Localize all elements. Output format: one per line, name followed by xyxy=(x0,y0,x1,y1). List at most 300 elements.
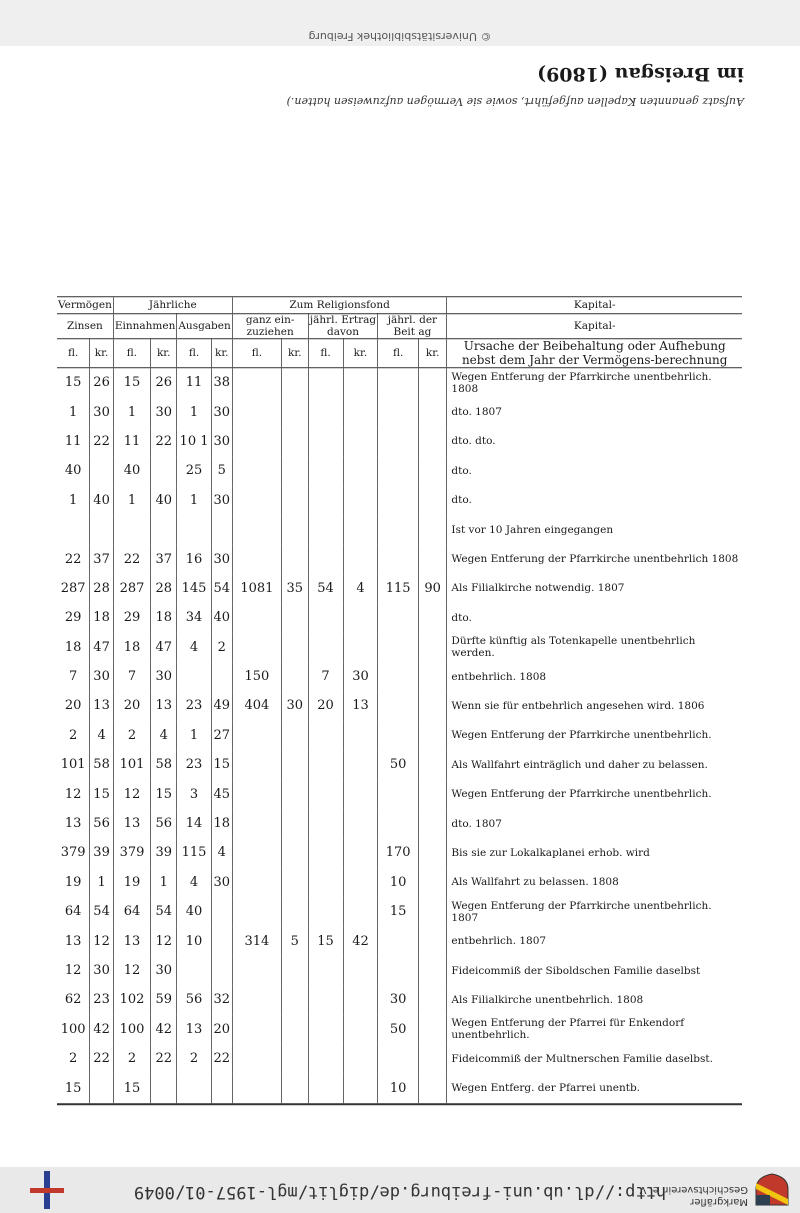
table-cell: 30 xyxy=(90,662,114,691)
table-cell: 90 xyxy=(418,574,446,603)
table-cell: 40 xyxy=(177,897,211,926)
table-cell xyxy=(343,633,378,662)
table-cell: 12 xyxy=(90,927,114,956)
table-cell: 29 xyxy=(113,603,150,632)
cause-cell: Wegen Entferung der Pfarrkirche unentbehrlich. xyxy=(447,780,742,809)
table-cell: 20 xyxy=(113,692,150,721)
table-cell xyxy=(343,1044,378,1073)
table-cell: 38 xyxy=(211,368,232,398)
cause-cell: Bis sie zur Lokalkaplanei erhob. wird xyxy=(447,838,742,867)
table-cell: 26 xyxy=(151,368,177,398)
table-cell: 12 xyxy=(151,927,177,956)
table-cell xyxy=(418,780,446,809)
table-cell xyxy=(281,897,308,926)
table-cell xyxy=(378,927,419,956)
table-cell xyxy=(177,1074,211,1104)
cause-cell: dto. xyxy=(447,456,742,485)
table-row xyxy=(57,897,742,926)
table-row xyxy=(57,780,742,809)
table-cell: 56 xyxy=(177,985,211,1014)
table-row xyxy=(57,838,742,867)
table-cell: 47 xyxy=(90,633,114,662)
table-cell xyxy=(343,838,378,867)
table-cell xyxy=(308,721,343,750)
table-cell xyxy=(281,427,308,456)
cause-cell: Wegen Entferung der Pfarrkirche unentbehrlich. 1808 xyxy=(447,368,742,398)
table-cell: 1 xyxy=(113,486,150,515)
table-cell xyxy=(90,456,114,485)
table-cell xyxy=(281,956,308,985)
cause-cell: dto. 1807 xyxy=(447,398,742,427)
table-cell: 20 xyxy=(211,1015,232,1044)
table-cell: 2 xyxy=(113,1044,150,1073)
table-cell: 54 xyxy=(211,574,232,603)
table-cell: 20 xyxy=(64,698,82,714)
table-row xyxy=(57,956,742,985)
table-cell xyxy=(343,985,378,1014)
table-cell xyxy=(151,1074,177,1104)
table-cell: 404 xyxy=(232,692,281,721)
table-cell: 18 xyxy=(64,639,82,655)
table-cell: 1 xyxy=(177,721,211,750)
table-cell xyxy=(378,809,419,838)
table-cell: 22 xyxy=(64,551,82,567)
table-cell: 13 xyxy=(151,692,177,721)
table-cell: 29 xyxy=(64,610,82,626)
table-row xyxy=(57,809,742,838)
table-cell: 34 xyxy=(177,603,211,632)
table-cell: 12 xyxy=(64,963,82,979)
table-cell xyxy=(232,985,281,1014)
table-cell: 58 xyxy=(90,750,114,779)
cause-cell: Wegen Entferung der Pfarrkirche unentbehrlich. xyxy=(447,721,742,750)
table-cell xyxy=(211,897,232,926)
table-cell xyxy=(281,838,308,867)
table-row xyxy=(57,1044,742,1073)
table-cell xyxy=(281,515,308,544)
table-cell xyxy=(281,603,308,632)
table-cell: 30 xyxy=(151,398,177,427)
table-cell: 20 xyxy=(308,692,343,721)
table-row xyxy=(57,368,742,398)
table-cell: 102 xyxy=(113,985,150,1014)
permalink-url[interactable]: http://dl.ub.uni-freiburg.de/diglit/mgl-1957-01/0049 xyxy=(133,1182,667,1202)
table-cell xyxy=(281,368,308,398)
table-cell: 15 xyxy=(90,780,114,809)
table-cell xyxy=(211,927,232,956)
table-cell: 13 xyxy=(177,1015,211,1044)
table-cell xyxy=(232,427,281,456)
header-cell: Zinsen xyxy=(57,314,113,339)
table-cell: 12 xyxy=(64,786,82,802)
table-cell xyxy=(378,545,419,574)
table-cell: 32 xyxy=(211,985,232,1014)
table-cell xyxy=(418,398,446,427)
table-cell xyxy=(418,721,446,750)
table-cell: 12 xyxy=(113,780,150,809)
table-cell xyxy=(281,868,308,897)
table-cell xyxy=(343,868,378,897)
table-cell: 22 xyxy=(211,1044,232,1073)
table-cell: 26 xyxy=(90,368,114,398)
cause-cell: dto. dto. xyxy=(447,427,742,456)
table-cell: 4 xyxy=(90,721,114,750)
table-cell xyxy=(308,545,343,574)
table-cell: 28 xyxy=(90,574,114,603)
table-cell: 47 xyxy=(151,633,177,662)
table-header-row xyxy=(57,314,742,339)
header-cell: fl. xyxy=(378,339,419,368)
table-row xyxy=(57,515,742,544)
table-cell xyxy=(232,368,281,398)
table-cell xyxy=(211,515,232,544)
table-cell: 5 xyxy=(281,927,308,956)
table-cell: 40 xyxy=(113,456,150,485)
table-cell xyxy=(343,897,378,926)
table-header-row xyxy=(57,339,742,368)
header-cell: fl. xyxy=(113,339,150,368)
table-cell xyxy=(281,809,308,838)
cause-cell: dto. xyxy=(447,603,742,632)
table-cell: 22 xyxy=(151,1044,177,1073)
table-cell: 7 xyxy=(308,662,343,691)
table-cell xyxy=(211,956,232,985)
table-row xyxy=(57,545,742,574)
table-cell: 30 xyxy=(211,545,232,574)
table-cell xyxy=(232,1074,281,1104)
table-cell xyxy=(308,985,343,1014)
header-cell: fl. xyxy=(177,339,211,368)
table-cell xyxy=(281,985,308,1014)
table-cell xyxy=(378,398,419,427)
header-cell: Ursache der Beibehaltung oder Aufhebung nebst dem Jahr der Vermögens-berechnung xyxy=(447,339,742,368)
table-cell: 4 xyxy=(177,868,211,897)
table-cell: 379 xyxy=(113,838,150,867)
table-cell xyxy=(378,692,419,721)
header-cell: fl. xyxy=(232,339,281,368)
table-cell: 2 xyxy=(69,1051,78,1067)
table-cell xyxy=(418,868,446,897)
table-cell xyxy=(343,545,378,574)
table-cell: 15 xyxy=(308,927,343,956)
table-cell xyxy=(343,427,378,456)
table-cell: 10 xyxy=(378,868,419,897)
table-cell xyxy=(418,662,446,691)
table-cell: 18 xyxy=(211,809,232,838)
table-cell: 15 xyxy=(57,1074,90,1104)
table-cell xyxy=(418,897,446,926)
table-cell xyxy=(308,1044,343,1073)
table-cell xyxy=(378,456,419,485)
table-cell xyxy=(232,603,281,632)
table-cell xyxy=(232,1015,281,1044)
header-cell: Einnahmen xyxy=(113,314,177,339)
table-cell xyxy=(308,368,343,398)
table-cell xyxy=(418,427,446,456)
viewer-footer-bar xyxy=(0,0,800,46)
table-cell xyxy=(281,1015,308,1044)
table-cell xyxy=(151,456,177,485)
table-cell: 54 xyxy=(151,897,177,926)
table-cell xyxy=(378,486,419,515)
header-cell: Ausgaben xyxy=(177,314,232,339)
table-cell: 19 xyxy=(113,868,150,897)
table-cell: 5 xyxy=(211,456,232,485)
table-header-row xyxy=(57,297,742,314)
table-cell xyxy=(232,545,281,574)
cause-cell: Wegen Entferung der Pfarrkirche unentbehrlich. 1807 xyxy=(447,897,742,926)
table-cell xyxy=(343,750,378,779)
table-cell: 15 xyxy=(378,897,419,926)
table-cell xyxy=(232,838,281,867)
table-cell: 101 xyxy=(113,750,150,779)
table-cell xyxy=(57,515,90,544)
table-cell xyxy=(308,809,343,838)
table-cell: 56 xyxy=(151,809,177,838)
table-cell: 145 xyxy=(177,574,211,603)
table-cell: 287 xyxy=(113,574,150,603)
cause-cell: Als Wallfahrt zu belassen. 1808 xyxy=(447,868,742,897)
table-cell xyxy=(281,486,308,515)
table-cell xyxy=(378,603,419,632)
table-cell xyxy=(232,456,281,485)
table-cell: 49 xyxy=(211,692,232,721)
table-cell: 1 xyxy=(151,868,177,897)
table-cell xyxy=(418,486,446,515)
table-cell: 30 xyxy=(211,486,232,515)
cause-cell: Wegen Entferung der Pfarrei für Enkendorf unentbehrlich. xyxy=(447,1015,742,1044)
table-cell: 16 xyxy=(177,545,211,574)
table-cell: 11 xyxy=(113,427,150,456)
table-cell xyxy=(378,956,419,985)
table-cell xyxy=(343,515,378,544)
table-cell: 56 xyxy=(90,809,114,838)
table-cell: 10 xyxy=(177,927,211,956)
table-cell: 13 xyxy=(90,692,114,721)
table-cell: 45 xyxy=(211,780,232,809)
table-cell xyxy=(418,1044,446,1073)
table-cell: 4 xyxy=(343,574,378,603)
table-cell xyxy=(308,780,343,809)
table-cell: 11 xyxy=(177,368,211,398)
chapel-assets-table xyxy=(57,296,742,1105)
table-cell: 25 xyxy=(177,456,211,485)
table-cell: 15 xyxy=(64,375,82,391)
table-cell xyxy=(343,368,378,398)
table-cell: 54 xyxy=(90,897,114,926)
table-row xyxy=(57,721,742,750)
table-cell: 3 xyxy=(177,780,211,809)
table-cell xyxy=(343,603,378,632)
table-cell: 150 xyxy=(232,662,281,691)
table-cell xyxy=(343,956,378,985)
table-cell: 50 xyxy=(378,750,419,779)
table-cell: 39 xyxy=(151,838,177,867)
cause-cell: Dürfte künftig als Totenkapelle unentbehrlich werden. xyxy=(447,633,742,662)
table-cell xyxy=(343,456,378,485)
table-row xyxy=(57,750,742,779)
table-cell xyxy=(418,456,446,485)
table-cell xyxy=(308,456,343,485)
table-cell xyxy=(151,515,177,544)
table-cell: 40 xyxy=(151,486,177,515)
table-cell: 2 xyxy=(177,1044,211,1073)
table-cell xyxy=(232,897,281,926)
table-cell: 15 xyxy=(113,1074,150,1104)
table-cell: 23 xyxy=(177,692,211,721)
header-cell: Kapital- xyxy=(447,297,742,314)
table-cell: 30 xyxy=(281,692,308,721)
table-cell: 37 xyxy=(151,545,177,574)
table-cell xyxy=(232,750,281,779)
table-cell xyxy=(308,398,343,427)
table-cell: 2 xyxy=(113,721,150,750)
table-cell xyxy=(281,662,308,691)
table-cell xyxy=(281,456,308,485)
table-cell xyxy=(343,780,378,809)
table-row xyxy=(57,1015,742,1044)
table-cell xyxy=(418,545,446,574)
table-cell xyxy=(177,956,211,985)
table-cell: 30 xyxy=(151,956,177,985)
table-cell: 1 xyxy=(177,398,211,427)
table-cell xyxy=(281,545,308,574)
table-cell: 7 xyxy=(113,662,150,691)
table-cell: 13 xyxy=(64,816,82,832)
table-cell xyxy=(378,1044,419,1073)
table-cell xyxy=(418,927,446,956)
table-cell: 23 xyxy=(90,985,114,1014)
table-cell xyxy=(232,868,281,897)
table-cell xyxy=(232,780,281,809)
table-cell xyxy=(343,486,378,515)
table-cell: 314 xyxy=(232,927,281,956)
table-cell: 64 xyxy=(64,904,82,920)
cause-cell: Wenn sie für entbehrlich angesehen wird. 1806 xyxy=(447,692,742,721)
cause-cell: Als Filialkirche notwendig. 1807 xyxy=(447,574,742,603)
header-cell: kr. xyxy=(343,339,378,368)
table-cell: 42 xyxy=(90,1015,114,1044)
table-cell xyxy=(211,1074,232,1104)
table-cell xyxy=(343,1015,378,1044)
table-cell: 115 xyxy=(378,574,419,603)
table-cell: 170 xyxy=(378,838,419,867)
table-cell: 54 xyxy=(308,574,343,603)
table-row xyxy=(57,692,742,721)
table-cell xyxy=(308,750,343,779)
table-cell xyxy=(281,633,308,662)
table-row xyxy=(57,927,742,956)
table-cell: 4 xyxy=(151,721,177,750)
table-cell: 40 xyxy=(211,603,232,632)
table-cell: 10 xyxy=(378,1074,419,1104)
table-cell: 10 1 xyxy=(177,427,211,456)
table-cell xyxy=(308,868,343,897)
table-cell: 18 xyxy=(151,603,177,632)
table-cell: 11 xyxy=(64,434,82,450)
table-cell xyxy=(232,515,281,544)
table-cell xyxy=(232,809,281,838)
table-cell: 42 xyxy=(151,1015,177,1044)
table-cell: 22 xyxy=(113,545,150,574)
table-cell: 13 xyxy=(113,927,150,956)
cause-cell: Fideicommiß der Multnerschen Familie daselbst. xyxy=(447,1044,742,1073)
table-cell xyxy=(232,721,281,750)
header-cell: Zum Religionsfond xyxy=(232,297,447,314)
table-cell: 1081 xyxy=(232,574,281,603)
cause-cell: Wegen Entferg. der Pfarrei unentb. xyxy=(447,1074,742,1104)
table-cell xyxy=(343,721,378,750)
cause-cell: Als Filialkirche unentbehrlich. 1808 xyxy=(447,985,742,1014)
table-cell: 58 xyxy=(151,750,177,779)
table-cell xyxy=(418,603,446,632)
table-cell: 14 xyxy=(177,809,211,838)
table-cell: 13 xyxy=(343,692,378,721)
table-cell: 23 xyxy=(177,750,211,779)
table-cell: 30 xyxy=(211,427,232,456)
table-cell: 30 xyxy=(90,398,114,427)
table-cell: 2 xyxy=(69,728,78,744)
table-cell xyxy=(418,515,446,544)
table-cell: 100 xyxy=(113,1015,150,1044)
table-cell: 27 xyxy=(211,721,232,750)
table-cell: 19 xyxy=(64,875,82,891)
table-cell: 101 xyxy=(60,757,86,773)
table-cell: 62 xyxy=(64,992,82,1008)
table-cell xyxy=(308,1074,343,1104)
table-cell: 30 xyxy=(151,662,177,691)
table-cell: 13 xyxy=(64,933,82,949)
table-row xyxy=(57,486,742,515)
table-cell xyxy=(343,398,378,427)
table-cell xyxy=(378,721,419,750)
table-cell xyxy=(378,368,419,398)
table-cell: 30 xyxy=(90,956,114,985)
table-cell xyxy=(343,809,378,838)
cause-cell: Wegen Entferung der Pfarrkirche unentbehrlich 1808 xyxy=(447,545,742,574)
table-cell xyxy=(378,662,419,691)
table-cell: 22 xyxy=(151,427,177,456)
copyright-credit: © Universitätsbibliothek Freiburg xyxy=(308,30,492,43)
table-cell: 28 xyxy=(151,574,177,603)
table-cell xyxy=(378,427,419,456)
table-cell: 1 xyxy=(69,404,78,420)
table-cell xyxy=(378,515,419,544)
table-cell xyxy=(232,956,281,985)
table-cell: 22 xyxy=(90,1044,114,1073)
table-cell: 64 xyxy=(113,897,150,926)
table-cell xyxy=(232,633,281,662)
header-cell: Kapital- xyxy=(447,314,742,339)
table-cell xyxy=(308,956,343,985)
header-cell: kr. xyxy=(281,339,308,368)
table-cell: 100 xyxy=(60,1022,86,1038)
table-cell xyxy=(232,1044,281,1073)
table-cell: 1 xyxy=(90,868,114,897)
table-cell: 37 xyxy=(90,545,114,574)
table-cell: 59 xyxy=(151,985,177,1014)
table-row xyxy=(57,985,742,1014)
table-row xyxy=(57,633,742,662)
page-subheading: Aufsatz genannten Kapellen aufgeführt, sowie sie Vermögen aufzuweisen hatten.) xyxy=(286,95,744,108)
table-cell: 7 xyxy=(69,669,78,685)
table-cell xyxy=(232,486,281,515)
table-row xyxy=(57,662,742,691)
table-row xyxy=(57,427,742,456)
table-row xyxy=(57,456,742,485)
table-cell xyxy=(177,662,211,691)
table-cell xyxy=(308,838,343,867)
